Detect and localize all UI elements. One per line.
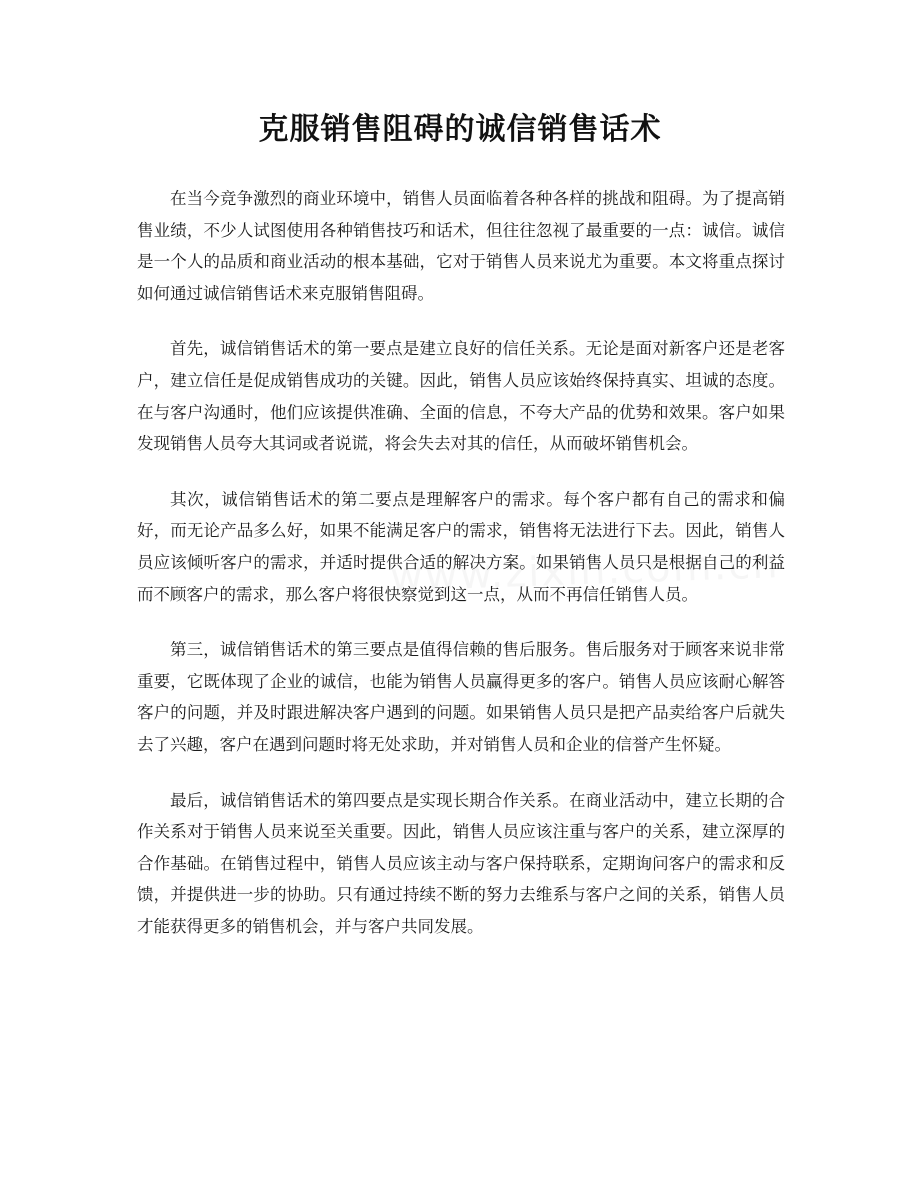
document-title: 克服销售阻碍的诚信销售话术 <box>258 112 662 147</box>
paragraph-intro: 在当今竞争激烈的商业环境中，销售人员面临着各种各样的挑战和阻碍。为了提高销售业绩，不少人试图使用各种销售技巧和话术，但往往忽视了最重要的一点：诚信。诚信是一个人的品质和商业活动的根本基础，它对于销售人员来说尤为重要。本文将重点探讨如何通过诚信销售话术来克服销售阻碍。 <box>137 189 785 303</box>
document-body <box>137 183 785 966</box>
paragraph-second-point: 其次，诚信销售话术的第二要点是理解客户的需求。每个客户都有自己的需求和偏好，而无论产品多么好，如果不能满足客户的需求，销售将无法进行下去。因此，销售人员应该倾听客户的需求，并适时提供合适的解决方案。如果销售人员只是根据自己的利益而不顾客户的需求，那么客户将很快察觉到这一点，从而不再信任销售人员。 <box>137 489 785 604</box>
paragraph-fourth-point: 最后，诚信销售话术的第四要点是实现长期合作关系。在商业活动中，建立长期的合作关系对于销售人员来说至关重要。因此，销售人员应该注重与客户的关系，建立深厚的合作基础。在销售过程中，销售人员应该主动与客户保持联系，定期询问客户的需求和反馈，并提供进一步的协助。只有通过持续不断的努力去维系与客户之间的关系，销售人员才能获得更多的销售机会，并与客户共同发展。 <box>137 790 785 936</box>
paragraph-first-point: 首先，诚信销售话术的第一要点是建立良好的信任关系。无论是面对新客户还是老客户，建立信任是促成销售成功的关键。因此，销售人员应该始终保持真实、坦诚的态度。在与客户沟通时，他们应该提供准确、全面的信息，不夸大产品的优势和效果。客户如果发现销售人员夸大其词或者说谎，将会失去对其的信任，从而破坏销售机会。 <box>137 339 785 454</box>
paragraph-third-point: 第三，诚信销售话术的第三要点是值得信赖的售后服务。售后服务对于顾客来说非常重要，它既体现了企业的诚信，也能为销售人员赢得更多的客户。销售人员应该耐心解答客户的问题，并及时跟进解决客户遇到的问题。如果销售人员只是把产品卖给客户后就失去了兴趣，客户在遇到问题时将无处求助，并对销售人员和企业的信誉产生怀疑。 <box>137 640 785 754</box>
